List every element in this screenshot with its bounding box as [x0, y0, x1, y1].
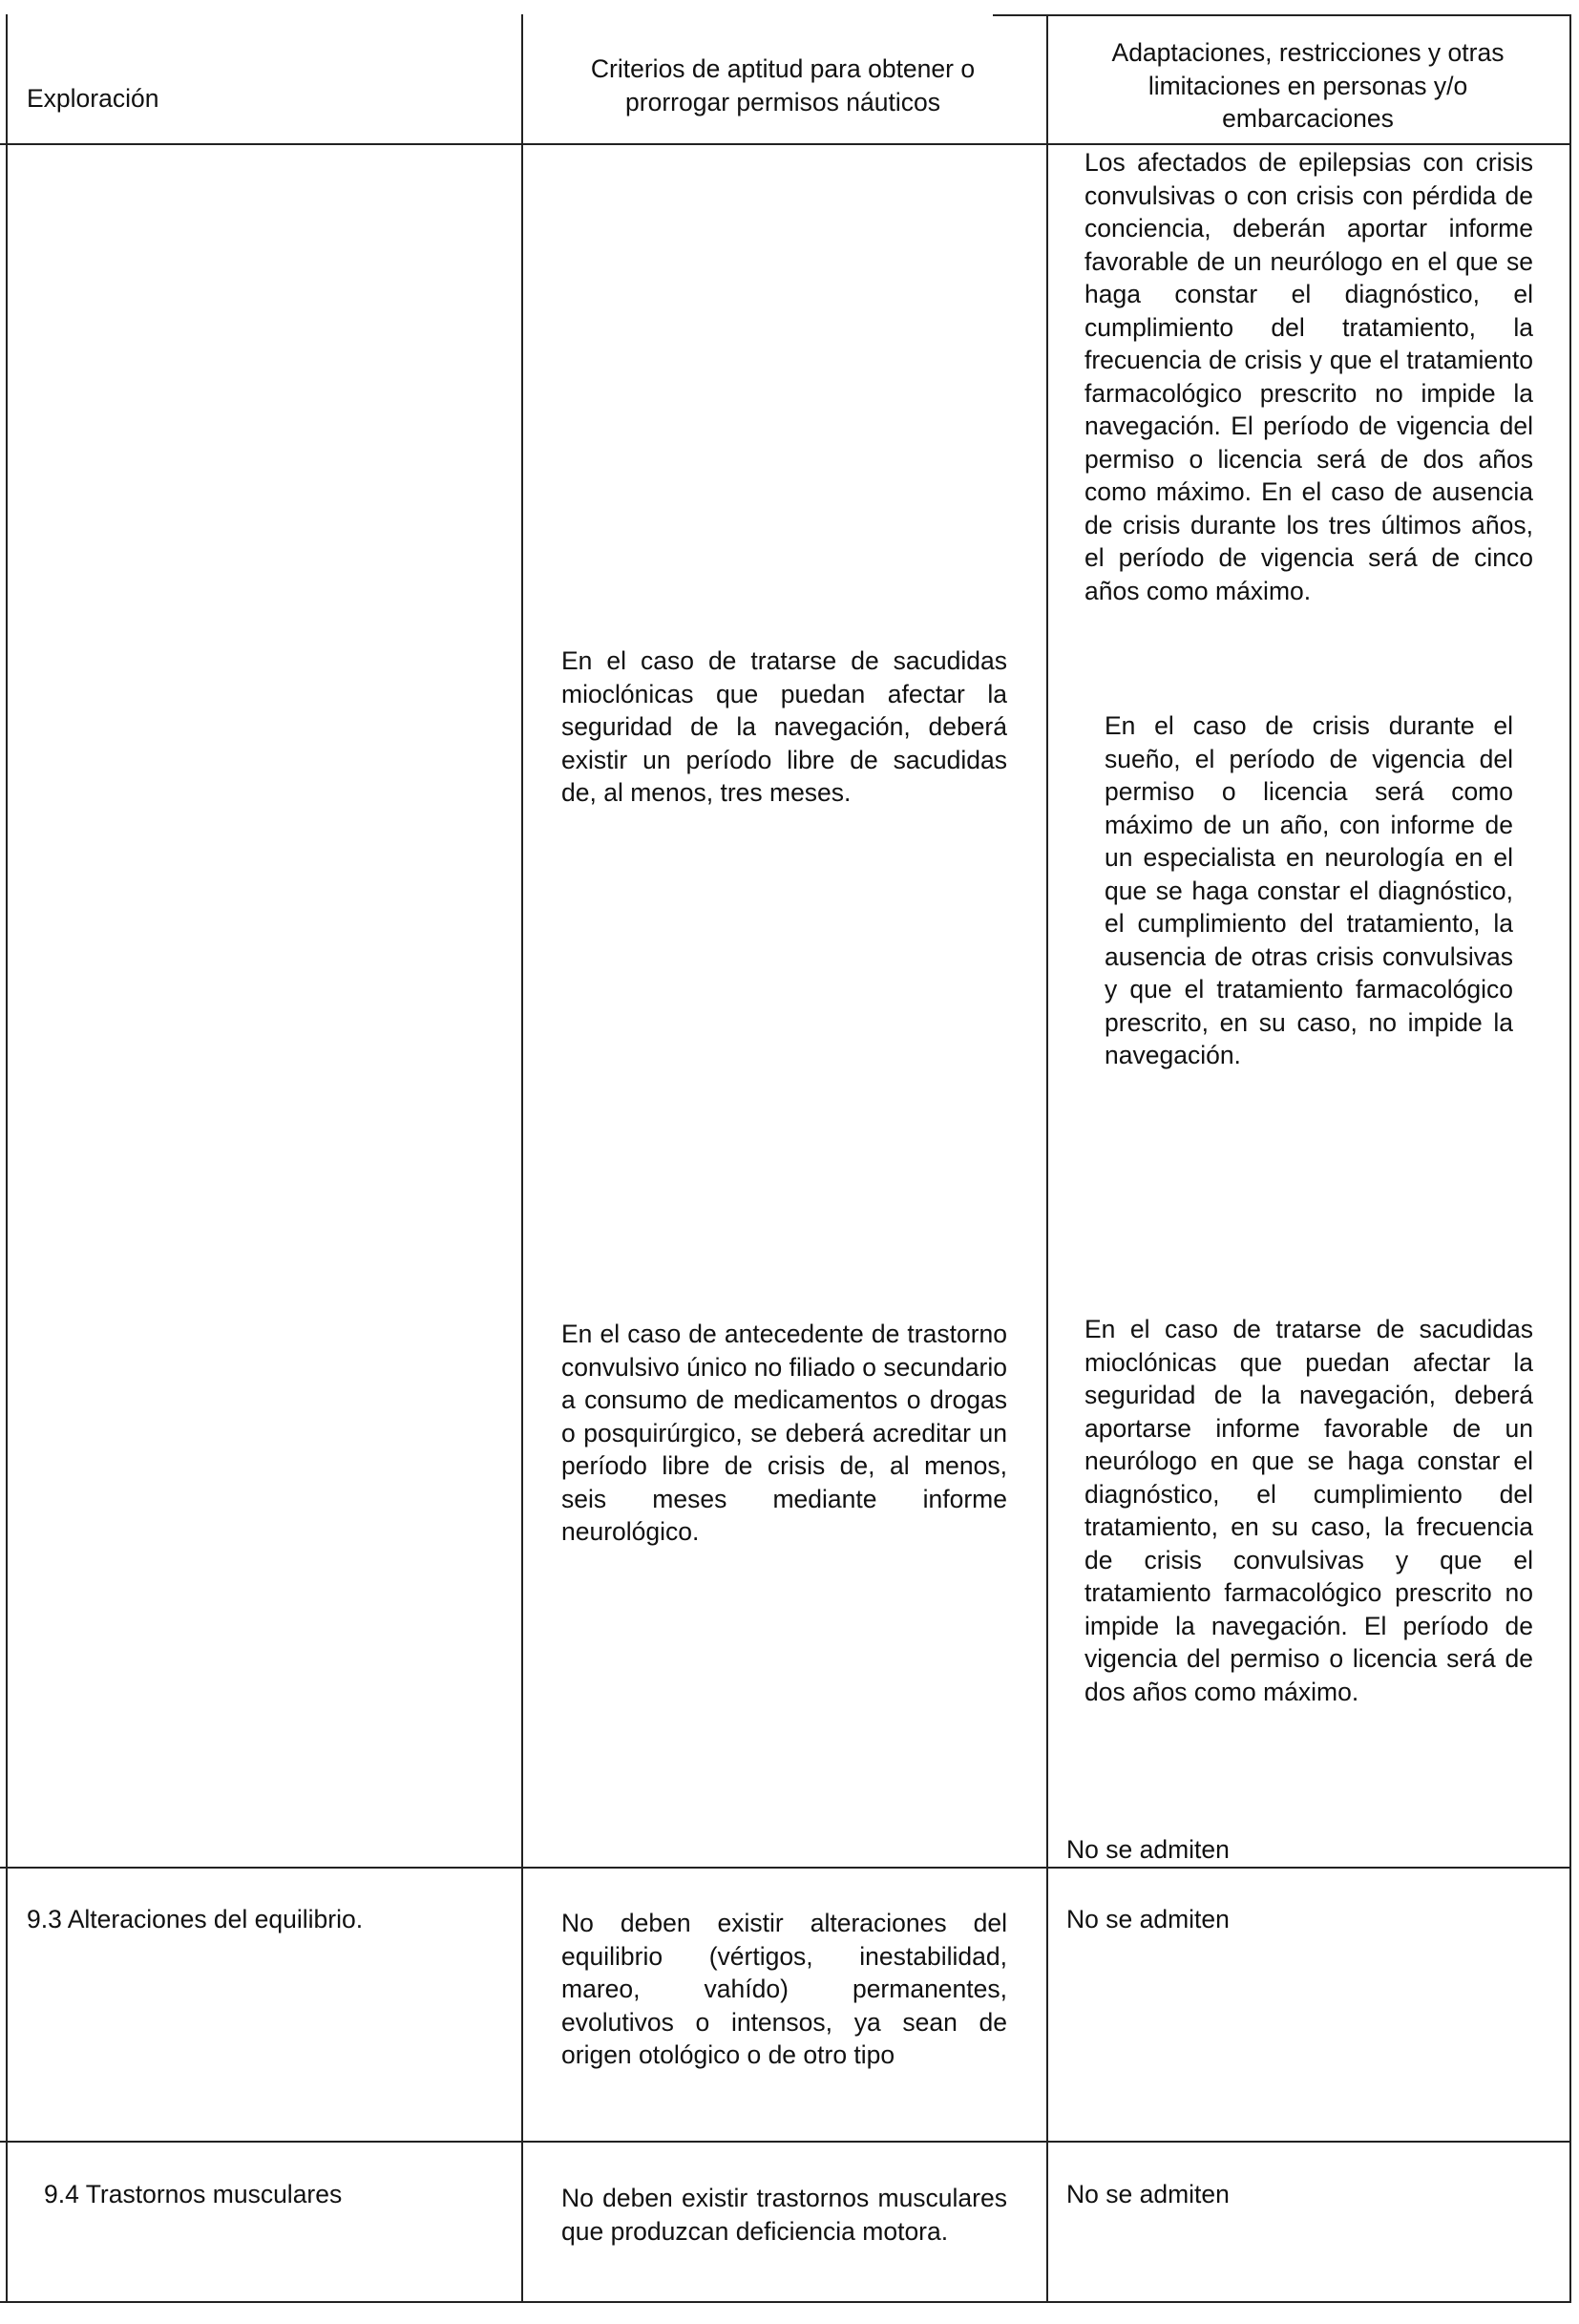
table-border-top [993, 14, 1571, 16]
myoclonic-criteria-text: En el caso de tratarse de sacudidas mioclónicas que puedan afectar la seguridad de la navegación, deberá existir un período libre de sacudidas de, al menos, tres meses. [561, 646, 1007, 807]
header-adaptaciones: Adaptaciones, restricciones y otras limitaciones en personas y/o embarcaciones [1111, 38, 1505, 133]
table-border-left [6, 14, 8, 2303]
equilibrium-criteria-text: No deben existir alteraciones del equilibrio (vértigos, inestabilidad, mareo, vahído) permanentes, evolutivos o intensos, ya sean de origen otológico o de otro tipo [561, 1909, 1007, 2069]
sleep-seizure-adaptations-text: En el caso de crisis durante el sueño, el período de vigencia del permiso o licencia será como máximo de un año, con informe de un especialista en neurología en el que se haga constar el diagnóstico, el cumplimiento del tratamiento, la ausencia de otras crisis convulsivas y que el tratamiento farmacológico prescrito, en su caso, no impide la navegación. [1105, 711, 1513, 1069]
row-divider-1 [0, 1867, 1571, 1869]
muscle-exploration-label: 9.4 Trastornos musculares [44, 2180, 343, 2208]
muscle-adaptations-text: No se admiten [1066, 2180, 1230, 2208]
column-divider-1 [521, 14, 523, 2303]
row-divider-2 [0, 2141, 1571, 2143]
no-se-admiten-text: No se admiten [1066, 1835, 1230, 1864]
equilibrium-exploration-label: 9.3 Alteraciones del equilibrio. [27, 1905, 364, 1933]
epilepsy-adaptations-text: Los afectados de epilepsias con crisis convulsivas o con crisis con pérdida de conciencia, deberán aportar informe favorable de un neurólogo en el que se haga constar el diagnóstico, el cumplimiento del tratamiento, la frecuencia de crisis y que el tratamiento farmacológico prescrito no impide la navegación. El período de vigencia del permiso o licencia será de dos años como máximo. En el caso de ausencia de crisis durante los tres últimos años, el período de vigencia será de cinco años como máximo. [1084, 148, 1533, 605]
header-divider [0, 143, 1571, 145]
muscle-criteria-text: No deben existir trastornos musculares que produzcan deficiencia motora. [561, 2184, 1007, 2246]
table-border-bottom [0, 2301, 1571, 2303]
header-criterios: Criterios de aptitud para obtener o prorrogar permisos náuticos [590, 54, 976, 116]
table-border-right [1569, 14, 1571, 2303]
column-divider-2 [1046, 14, 1048, 2303]
equilibrium-adaptations-text: No se admiten [1066, 1905, 1230, 1933]
myoclonic-adaptations-text: En el caso de tratarse de sacudidas mioclónicas que puedan afectar la seguridad de la navegación, deberá aportarse informe favorable de un neurólogo en que se haga constar el diagnóstico, el cumplimiento del tratamiento, en su caso, la frecuencia de crisis convulsivas y que el tratamiento farmacológico prescrito no impide la navegación. El período de vigencia del permiso o licencia será de dos años como máximo. [1084, 1315, 1533, 1706]
single-seizure-criteria-text: En el caso de antecedente de trastorno convulsivo único no filiado o secundario a consumo de medicamentos o drogas o posquirúrgico, se deberá acreditar un período libre de crisis de, al menos, seis meses mediante informe neurológico. [561, 1320, 1007, 1546]
header-exploracion: Exploración [27, 84, 159, 113]
